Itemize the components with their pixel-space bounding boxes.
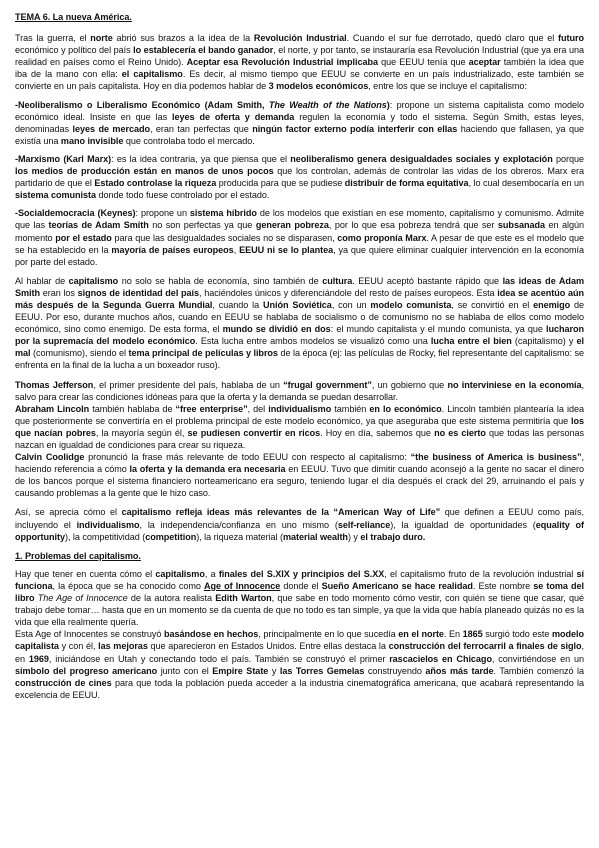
text-run: Tras la guerra, el: [15, 33, 91, 44]
text-run: Así, se aprecia cómo el: [15, 507, 122, 518]
text-run: 1865: [462, 629, 483, 640]
text-run: , del: [247, 403, 269, 414]
text-run: también: [331, 403, 370, 414]
text-run: 3 modelos económicos: [268, 81, 369, 92]
paragraph-intro: [15, 32, 584, 92]
text-run: el trabajo duro.: [360, 531, 426, 542]
text-run: para que toda la población pueda acceder a la industria cinematográfica americana, que acabará representando la excelencia de EEUU.: [15, 677, 584, 700]
text-run: sí funciona: [15, 568, 584, 591]
page-title: TEMA 6. La nueva América.: [15, 12, 132, 22]
section-heading: 1. Problemas del capitalismo.: [15, 550, 141, 561]
text-run: (comunismo), siendo el: [30, 348, 129, 359]
text-run: , convirtiéndose en un: [491, 653, 584, 664]
text-run: de EEUU. Por eso, durante muchos años, cuando en EEUU se hablaba de socialismo o de comunismo no se hablaba de ellos como modelo económico, sino como enemigo. De esta forma, el: [15, 299, 585, 335]
text-run: -Marxismo (Karl Marx): [15, 153, 112, 164]
text-run: Calvin Coolidge: [15, 452, 85, 463]
paragraph-hechos: [15, 628, 584, 701]
text-run: , lo cual desembocaría en un: [468, 178, 584, 189]
text-run: ): [386, 99, 390, 110]
text-run: “the business of America is business”: [410, 452, 582, 463]
text-run: símbolo del progreso americano: [15, 665, 158, 676]
text-run: , el norte, y por tanto, se instauraría esa Revolución Industrial (que ya era una realidad en países como el Reino Unido).: [15, 45, 584, 68]
text-run: , la independencia/confianza en uno mismo (: [139, 519, 338, 530]
paragraph-jefferson: [15, 379, 584, 403]
text-run: capitalismo: [68, 275, 119, 286]
text-run: . A pesar de que este es el modelo que se ha establecido en la: [15, 232, 584, 255]
paragraph-capitalismo-cultura: [15, 275, 584, 372]
text-run: , por lo que esa pobreza tendrá que ser: [328, 220, 498, 231]
text-run: donde el: [280, 580, 322, 591]
text-run: Estado controlase la riqueza: [94, 178, 217, 189]
text-run: Unión Soviética: [262, 299, 332, 310]
text-run: las Torres Gemelas: [279, 665, 365, 676]
text-run: producida para que se pudiese: [216, 178, 345, 189]
text-run: tema principal de películas y libros: [128, 348, 278, 359]
text-run: donde todo fuese controlado por el estado.: [96, 190, 270, 201]
text-run: , a: [204, 568, 219, 579]
text-run: cultura: [322, 275, 353, 286]
text-run: , la época que se ha conocido como: [52, 580, 204, 591]
text-run: , que sabe en todo momento cómo vestir, con quién se tiene que casar, qué trabajo debe tomar… hasta que en un momento se da cuenta de que no todo es tan simple, ya que la vida que había planeado quizás no es la vida que ella realmente quería.: [15, 593, 584, 628]
text-run: idea se acentúo aún más después de la Segunda Guerra Mundial: [15, 287, 584, 310]
text-run: enemigo: [533, 299, 571, 310]
text-run: las ideas de Adam Smith: [15, 275, 584, 298]
text-run: , haciéndoles únicos y diferenciándole del resto de países europeos. Esta: [199, 287, 498, 298]
text-run: , haciendo referencia a cómo: [15, 452, 584, 475]
text-run: Age of Innocence: [204, 580, 281, 591]
paragraph-neoliberalismo: [15, 99, 584, 147]
text-run: y con él,: [58, 641, 99, 652]
text-run: norte: [90, 33, 113, 44]
text-run: capitalismo refleja ideas más relevantes de la “American Way of Life”: [121, 507, 441, 518]
text-run: -Socialdemocracia (Keynes): [15, 208, 136, 219]
text-run: ,: [233, 244, 240, 255]
text-run: self-reliance: [337, 519, 391, 530]
text-run: mayoría de países europeos: [111, 244, 234, 255]
text-run: ) y: [347, 531, 361, 542]
text-run: , en: [15, 641, 584, 664]
text-run: que definen a EEUU como país, incluyendo el: [15, 507, 584, 530]
text-run: también la idea que iba de la mano con ella:: [15, 57, 584, 80]
text-run: The Age of Innocence: [37, 593, 128, 604]
text-run: individualismo: [268, 403, 332, 414]
text-run: . Cuando el sur fue derrotado, quedó claro que el: [346, 33, 559, 44]
text-run: por el estado: [55, 232, 112, 243]
text-run: también hablaba de: [89, 403, 176, 414]
text-run: , principalmente en lo que sucedía: [258, 629, 399, 640]
text-run: en lo económico: [369, 403, 442, 414]
text-run: . Hoy en día, sabemos que: [320, 427, 435, 438]
text-run: , un gobierno que: [371, 379, 448, 390]
text-run: teorías de Adam Smith: [48, 220, 149, 231]
text-run: , salvo para crear las condiciones idóneas para que la oferta y la demanda se puedan desarrollar.: [15, 379, 584, 402]
text-run: Edith Warton: [215, 593, 272, 604]
text-run: Thomas Jefferson: [15, 379, 94, 390]
text-run: , iniciándose en Utah y conectando todo el país. También se construyó el primer: [48, 653, 390, 664]
text-run: -Neoliberalismo o Liberalismo Económico (Adam Smith,: [15, 99, 269, 110]
text-run: porque: [552, 153, 585, 164]
text-run: los que nacían pobres: [15, 415, 584, 438]
text-run: The Wealth of the Nations: [268, 99, 387, 110]
text-run: , cuando la: [212, 299, 263, 310]
text-run: . Esta lucha entre ambos modelos se visualizó como una: [195, 336, 431, 347]
text-run: , ya que quiere eliminar cualquier intervención en la economía por parte del estado.: [15, 244, 585, 267]
text-run: . Este nombre: [472, 580, 534, 591]
text-run: las mejoras: [98, 641, 148, 652]
text-run: : propone un sistema capitalista como modelo económico ideal. Insiste en que las: [15, 99, 584, 122]
text-run: mundo se dividió en dos: [222, 324, 331, 335]
text-run: . EEUU aceptó bastante rápido que: [352, 275, 503, 286]
text-run: . En: [443, 629, 463, 640]
text-run: leyes de mercado: [72, 123, 150, 134]
text-run: económico y político del país: [15, 45, 134, 56]
text-run: , el capitalismo fruto de la revolución industrial: [384, 568, 577, 579]
paragraph-coolidge: [15, 451, 584, 499]
paragraph-age-of-innocence: [15, 568, 584, 628]
text-run: y: [268, 665, 280, 676]
text-run: basándose en hechos: [164, 629, 259, 640]
text-run: capitalismo: [155, 568, 205, 579]
text-run: de la autora realista: [127, 593, 216, 604]
text-run: sistema comunista: [15, 190, 97, 201]
text-run: lucharon por la supremacía del modelo económico: [15, 324, 584, 347]
text-run: , eran tan perfectas que: [150, 123, 253, 134]
text-run: mano invisible: [60, 135, 124, 146]
text-run: . Lincoln también plantearía la idea que posteriormente se convertiría en el problema principal de este modelo económico, ya que aseguraba que este sistema permitiría que: [15, 403, 584, 426]
paragraph-lincoln: [15, 403, 584, 451]
text-run: sistema híbrido: [189, 208, 257, 219]
text-run: en EEUU. Tuvo que dimitir cuando aconsejó a la gente no sacar el dinero de los bancos porque el sistema financiero norteamericano era seguro, teniendo lugar el día después el crack del 29, arruinando el país y causando problemas a la gente que le hizo caso.: [15, 464, 584, 499]
text-run: pronunció la frase más relevante de todo EEUU con respecto al capitalismo:: [84, 452, 411, 463]
text-run: construyendo: [364, 665, 426, 676]
text-run: no son perfectas ya que: [148, 220, 256, 231]
text-run: no interviniese en la economía: [447, 379, 582, 390]
text-run: que los controlan, además de controlar las vidas de los obreros. Marx era partidario de que el: [15, 166, 584, 189]
text-run: no es cierto: [434, 427, 486, 438]
text-run: se toma del libro: [15, 580, 585, 604]
text-run: , la mayoría según él,: [95, 427, 188, 438]
text-run: de la época (ej: las películas de Rocky, fiel representante del capitalismo: se enfrenta en la final de la lucha a un boxeador ruso).: [15, 348, 584, 371]
text-run: lo establecería el bando ganador: [133, 45, 274, 56]
text-run: construcción del ferrocarril a finales de siglo: [388, 641, 582, 652]
text-run: surgió todo este: [482, 629, 552, 640]
text-run: haciendo que fallasen, ya que existía una: [15, 123, 584, 146]
text-run: Aceptar esa Revolución Industrial implicaba: [186, 57, 378, 68]
text-run: . También comenzó la: [493, 665, 585, 676]
text-run: para que las desigualdades sociales no se disparasen,: [111, 232, 338, 243]
text-run: que todas las personas nazcan en igualdad de condiciones para crear su riqueza.: [15, 427, 584, 450]
text-run: modelo capitalista: [15, 629, 585, 652]
text-run: ningún factor externo podía interferir con ellas: [252, 123, 458, 134]
text-run: equality of opportunity: [15, 519, 584, 542]
text-run: . Es decir, al mismo tiempo que EEUU se convierte en un país industrializado, este también se convierte en un país capitalista. Hoy en día podemos hablar de: [15, 69, 584, 92]
text-run: ), la riqueza material (: [196, 531, 283, 542]
text-run: : propone un: [135, 208, 190, 219]
text-run: signos de identidad del país: [77, 287, 200, 298]
text-run: “frugal government”: [283, 379, 372, 390]
text-run: Revolución Industrial: [253, 33, 347, 44]
text-run: , se convirtió en el: [451, 299, 534, 310]
text-run: regulen la economía y todo el sistema. Según Smith, estas leyes, denominadas: [15, 111, 584, 134]
text-run: distribuir de forma equitativa: [344, 178, 469, 189]
text-run: “free enterprise”: [175, 403, 248, 414]
text-run: modelo comunista: [370, 299, 452, 310]
text-run: EEUU ni se lo plantea: [239, 244, 334, 255]
text-run: eran los: [40, 287, 78, 298]
text-run: Al hablar de: [15, 275, 69, 286]
text-run: años más tarde: [425, 665, 494, 676]
text-run: el mal: [15, 336, 584, 359]
text-run: construcción de cines: [15, 677, 112, 688]
text-run: , el primer presidente del país, hablaba de un: [93, 379, 284, 390]
text-run: se pudiesen convertir en ricos: [187, 427, 321, 438]
text-run: : el mundo capitalista y el mundo comunista, ya que: [330, 324, 546, 335]
text-run: competition: [145, 531, 197, 542]
text-run: 1969: [28, 653, 49, 664]
text-run: (capitalismo) y: [511, 336, 577, 347]
text-run: Abraham Lincoln: [15, 403, 90, 414]
text-run: en el norte: [398, 629, 444, 640]
paragraph-socialdemocracia: [15, 207, 584, 267]
paragraph-marxismo: [15, 153, 584, 201]
text-run: abrió sus brazos a la idea de la: [112, 33, 254, 44]
text-run: ), la competitividad (: [64, 531, 146, 542]
text-run: rascacielos en Chicago: [389, 653, 492, 664]
text-run: subsanada: [497, 220, 545, 231]
text-run: neoliberalismo genera desigualdades sociales y explotación: [290, 153, 553, 164]
text-run: , entre los que se incluye el capitalismo:: [368, 81, 527, 92]
text-run: , con un: [331, 299, 371, 310]
text-run: como proponía Marx: [337, 232, 427, 243]
paragraph-american-way-of-life: [15, 506, 584, 542]
text-run: no solo se habla de economía, sino también de: [118, 275, 323, 286]
text-run: junto con el: [157, 665, 213, 676]
text-run: la oferta y la demanda era necesaria: [129, 464, 286, 475]
text-run: futuro: [558, 33, 585, 44]
text-run: Empire State: [212, 665, 269, 676]
text-run: que aparecieron en Estados Unidos. Entre ellas destaca la: [147, 641, 389, 652]
text-run: Sueño Americano se hace realidad: [321, 580, 473, 591]
text-run: Hay que tener en cuenta cómo el: [15, 568, 156, 579]
text-run: lucha entre el bien: [430, 336, 512, 347]
text-run: en algún momento: [15, 220, 585, 243]
text-run: de los modelos que existían en ese momento, capitalismo y comunismo. Admite que las: [15, 208, 584, 231]
text-run: : es la idea contraria, ya que piensa que el: [111, 153, 291, 164]
text-run: leyes de oferta y demanda: [172, 111, 295, 122]
text-run: que EEUU tenía que: [378, 57, 469, 68]
text-run: aceptar: [468, 57, 501, 68]
text-run: material wealth: [282, 531, 348, 542]
text-run: los medios de producción están en manos de unos pocos: [15, 166, 274, 177]
text-run: generan pobreza: [255, 220, 329, 231]
text-run: que controlaba todo el mercado.: [123, 135, 255, 146]
text-run: ), la igualdad de oportunidades (: [390, 519, 536, 530]
text-run: el capitalismo: [121, 69, 183, 80]
text-run: finales del S.XIX y principios del S.XX: [218, 568, 385, 579]
text-run: Esta Age of Innocentes se construyó: [15, 629, 165, 640]
text-run: individualismo: [76, 519, 140, 530]
